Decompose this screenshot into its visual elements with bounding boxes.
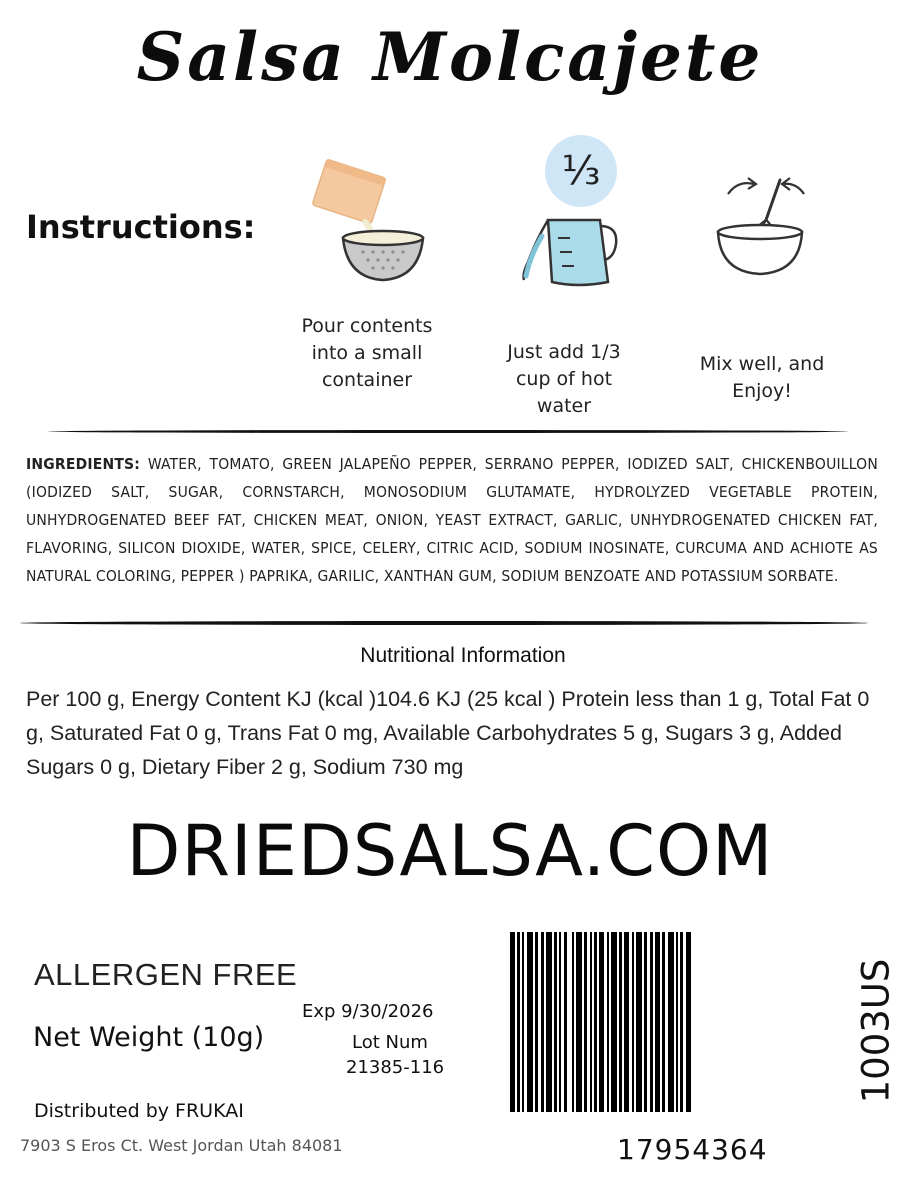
barcode-bar bbox=[510, 932, 515, 1112]
barcode-bar bbox=[576, 932, 582, 1112]
barcode-bar bbox=[676, 932, 678, 1112]
barcode-bar bbox=[632, 932, 634, 1112]
ingredients-label: INGREDIENTS: bbox=[26, 455, 141, 473]
one-third-badge: ⅓ bbox=[545, 135, 617, 207]
ingredients-block bbox=[26, 450, 878, 590]
barcode-bar bbox=[541, 932, 544, 1112]
barcode-bar bbox=[535, 932, 538, 1112]
divider-middle bbox=[20, 621, 868, 625]
step-1-caption: Pour contents into a small container bbox=[301, 315, 433, 391]
website-url: DRIEDSALSA.COM bbox=[126, 810, 774, 892]
barcode-bar bbox=[662, 932, 665, 1112]
nutrition-heading: Nutritional Information bbox=[360, 644, 566, 667]
barcode-bar bbox=[619, 932, 622, 1112]
lot-label: Lot Num bbox=[352, 1032, 428, 1053]
net-weight: Net Weight (10g) bbox=[33, 1022, 265, 1053]
step-2-caption: Just add 1/3 cup of hot water bbox=[507, 341, 621, 417]
barcode-bar bbox=[590, 932, 592, 1112]
barcode-bar bbox=[668, 932, 674, 1112]
barcode-bar bbox=[644, 932, 647, 1112]
barcode-bar bbox=[559, 932, 561, 1112]
instructions-label: Instructions: bbox=[26, 208, 256, 246]
measuring-cup-pour-icon bbox=[518, 210, 623, 290]
lot-number: 21385-116 bbox=[346, 1057, 445, 1078]
barcode-bar bbox=[607, 932, 609, 1112]
product-title: Salsa Molcajete bbox=[136, 18, 764, 96]
ingredients-text: WATER, TOMATO, GREEN JALAPEÑO PEPPER, SERRANO PEPPER, IODIZED SALT, CHICKENBOUILLON (IODIZED SALT, SUGAR, CORNSTARCH, MONOSODIUM GLUTAMATE, HYDROLYZED VEGETABLE PROTEIN, UNHYDROGENATED BEEF FAT, CHICKEN MEAT, ONION, YEAST EXTRACT, GARLIC, UNHYDROGENATED CHICKEN FAT, FLAVORING, SILICON DIOXIDE, WATER, SPICE, CELERY, CITRIC ACID, SODIUM INOSINATE, CURCUMA AND ACHIOTE AS NATURAL COLORING, PEPPER ) PAPRIKA, GARILIC, XANTHAN GUM, SODIUM BENZOATE AND POTASSIUM SORBATE. bbox=[26, 455, 878, 585]
nutrition-body: Per 100 g, Energy Content KJ (kcal )104.6 KJ (25 kcal ) Protein less than 1 g, Total Fat 0 g, Saturated Fat 0 g, Trans Fat 0 mg, Available Carbohydrates 5 g, Sugars 3 g, Added Sugars 0 g, Dietary Fiber 2 g, Sodium 730 mg bbox=[26, 687, 870, 779]
barcode-bar bbox=[599, 932, 604, 1112]
barcode-number: 17954364 bbox=[617, 1133, 768, 1166]
barcode-bar bbox=[522, 932, 524, 1112]
step-3-caption: Mix well, and Enjoy! bbox=[699, 353, 825, 402]
barcode-bar bbox=[680, 932, 683, 1112]
barcode-bar bbox=[572, 932, 574, 1112]
address: 7903 S Eros Ct. West Jordan Utah 84081 bbox=[20, 1136, 343, 1155]
bowl-whisk-icon bbox=[710, 172, 810, 278]
barcode-bar bbox=[546, 932, 552, 1112]
barcode-bar bbox=[636, 932, 642, 1112]
barcode-bar bbox=[517, 932, 520, 1112]
barcode-bar bbox=[584, 932, 587, 1112]
barcode bbox=[510, 932, 840, 1112]
barcode-bar bbox=[611, 932, 617, 1112]
barcode-bar bbox=[686, 932, 691, 1112]
barcode-bar bbox=[554, 932, 557, 1112]
barcode-bar bbox=[564, 932, 567, 1112]
barcode-bar bbox=[650, 932, 653, 1112]
barcode-bar bbox=[655, 932, 660, 1112]
barcode-bar bbox=[527, 932, 533, 1112]
pour-bag-into-bowl-icon bbox=[305, 160, 435, 285]
expiration-date: Exp 9/30/2026 bbox=[302, 1001, 434, 1022]
barcode-bar bbox=[624, 932, 629, 1112]
sku-code: 1003US bbox=[854, 958, 898, 1103]
divider-top bbox=[48, 430, 848, 433]
distributor: Distributed by FRUKAI bbox=[34, 1100, 244, 1122]
barcode-bar bbox=[594, 932, 597, 1112]
allergen-statement: ALLERGEN FREE bbox=[34, 957, 298, 992]
sku-wrapper bbox=[856, 948, 896, 1113]
